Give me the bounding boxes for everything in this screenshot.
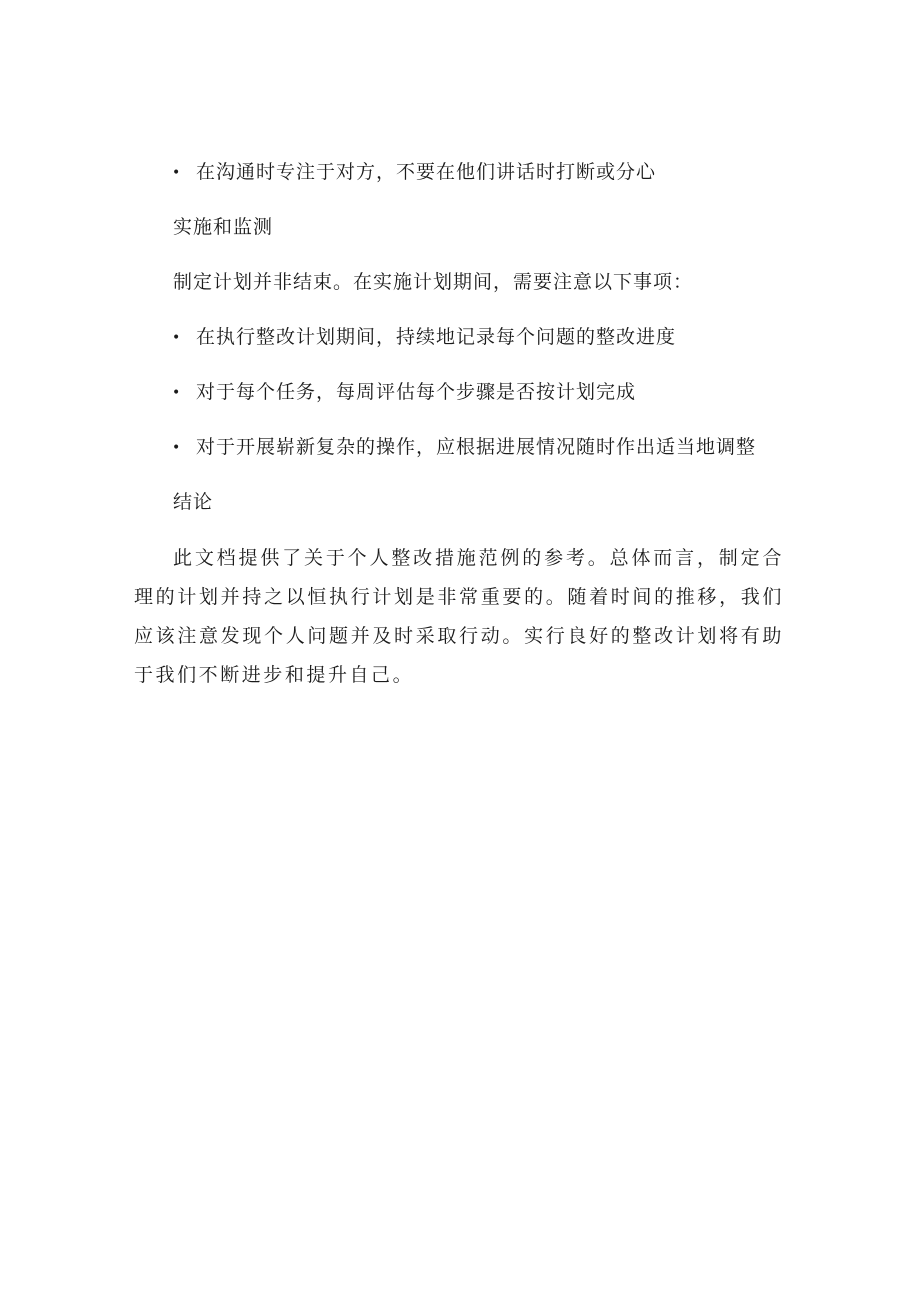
bullet-text: 在执行整改计划期间，持续地记录每个问题的整改进度 — [196, 326, 677, 348]
conclusion-paragraph: 此文档提供了关于个人整改措施范例的参考。总体而言，制定合理的计划并持之以恒执行计划是非常重要的。随着时间的推移，我们应该注意发现个人问题并及时采取行动。实行良好的整改计划将有助于我们不断进步和提升自己。 — [134, 547, 784, 686]
bullet-item — [172, 435, 756, 460]
bullet-item — [172, 325, 676, 350]
bullet-symbol: • — [172, 165, 182, 181]
bullet-text: 对于每个任务，每周评估每个步骤是否按计划完成 — [196, 381, 637, 403]
bullet-symbol: • — [172, 330, 182, 346]
bullet-item — [172, 380, 636, 405]
implementation-intro: 制定计划并非结束。在实施计划期间，需要注意以下事项： — [173, 271, 694, 293]
bullet-text: 在沟通时专注于对方，不要在他们讲话时打断或分心 — [196, 161, 657, 183]
bullet-text: 对于开展崭新复杂的操作，应根据进展情况随时作出适当地调整 — [196, 436, 757, 458]
section-heading-conclusion: 结论 — [173, 491, 214, 513]
bullet-symbol: • — [172, 440, 182, 456]
bullet-symbol: • — [172, 385, 182, 401]
bullet-item — [172, 160, 656, 185]
section-heading-implementation: 实施和监测 — [173, 216, 274, 238]
